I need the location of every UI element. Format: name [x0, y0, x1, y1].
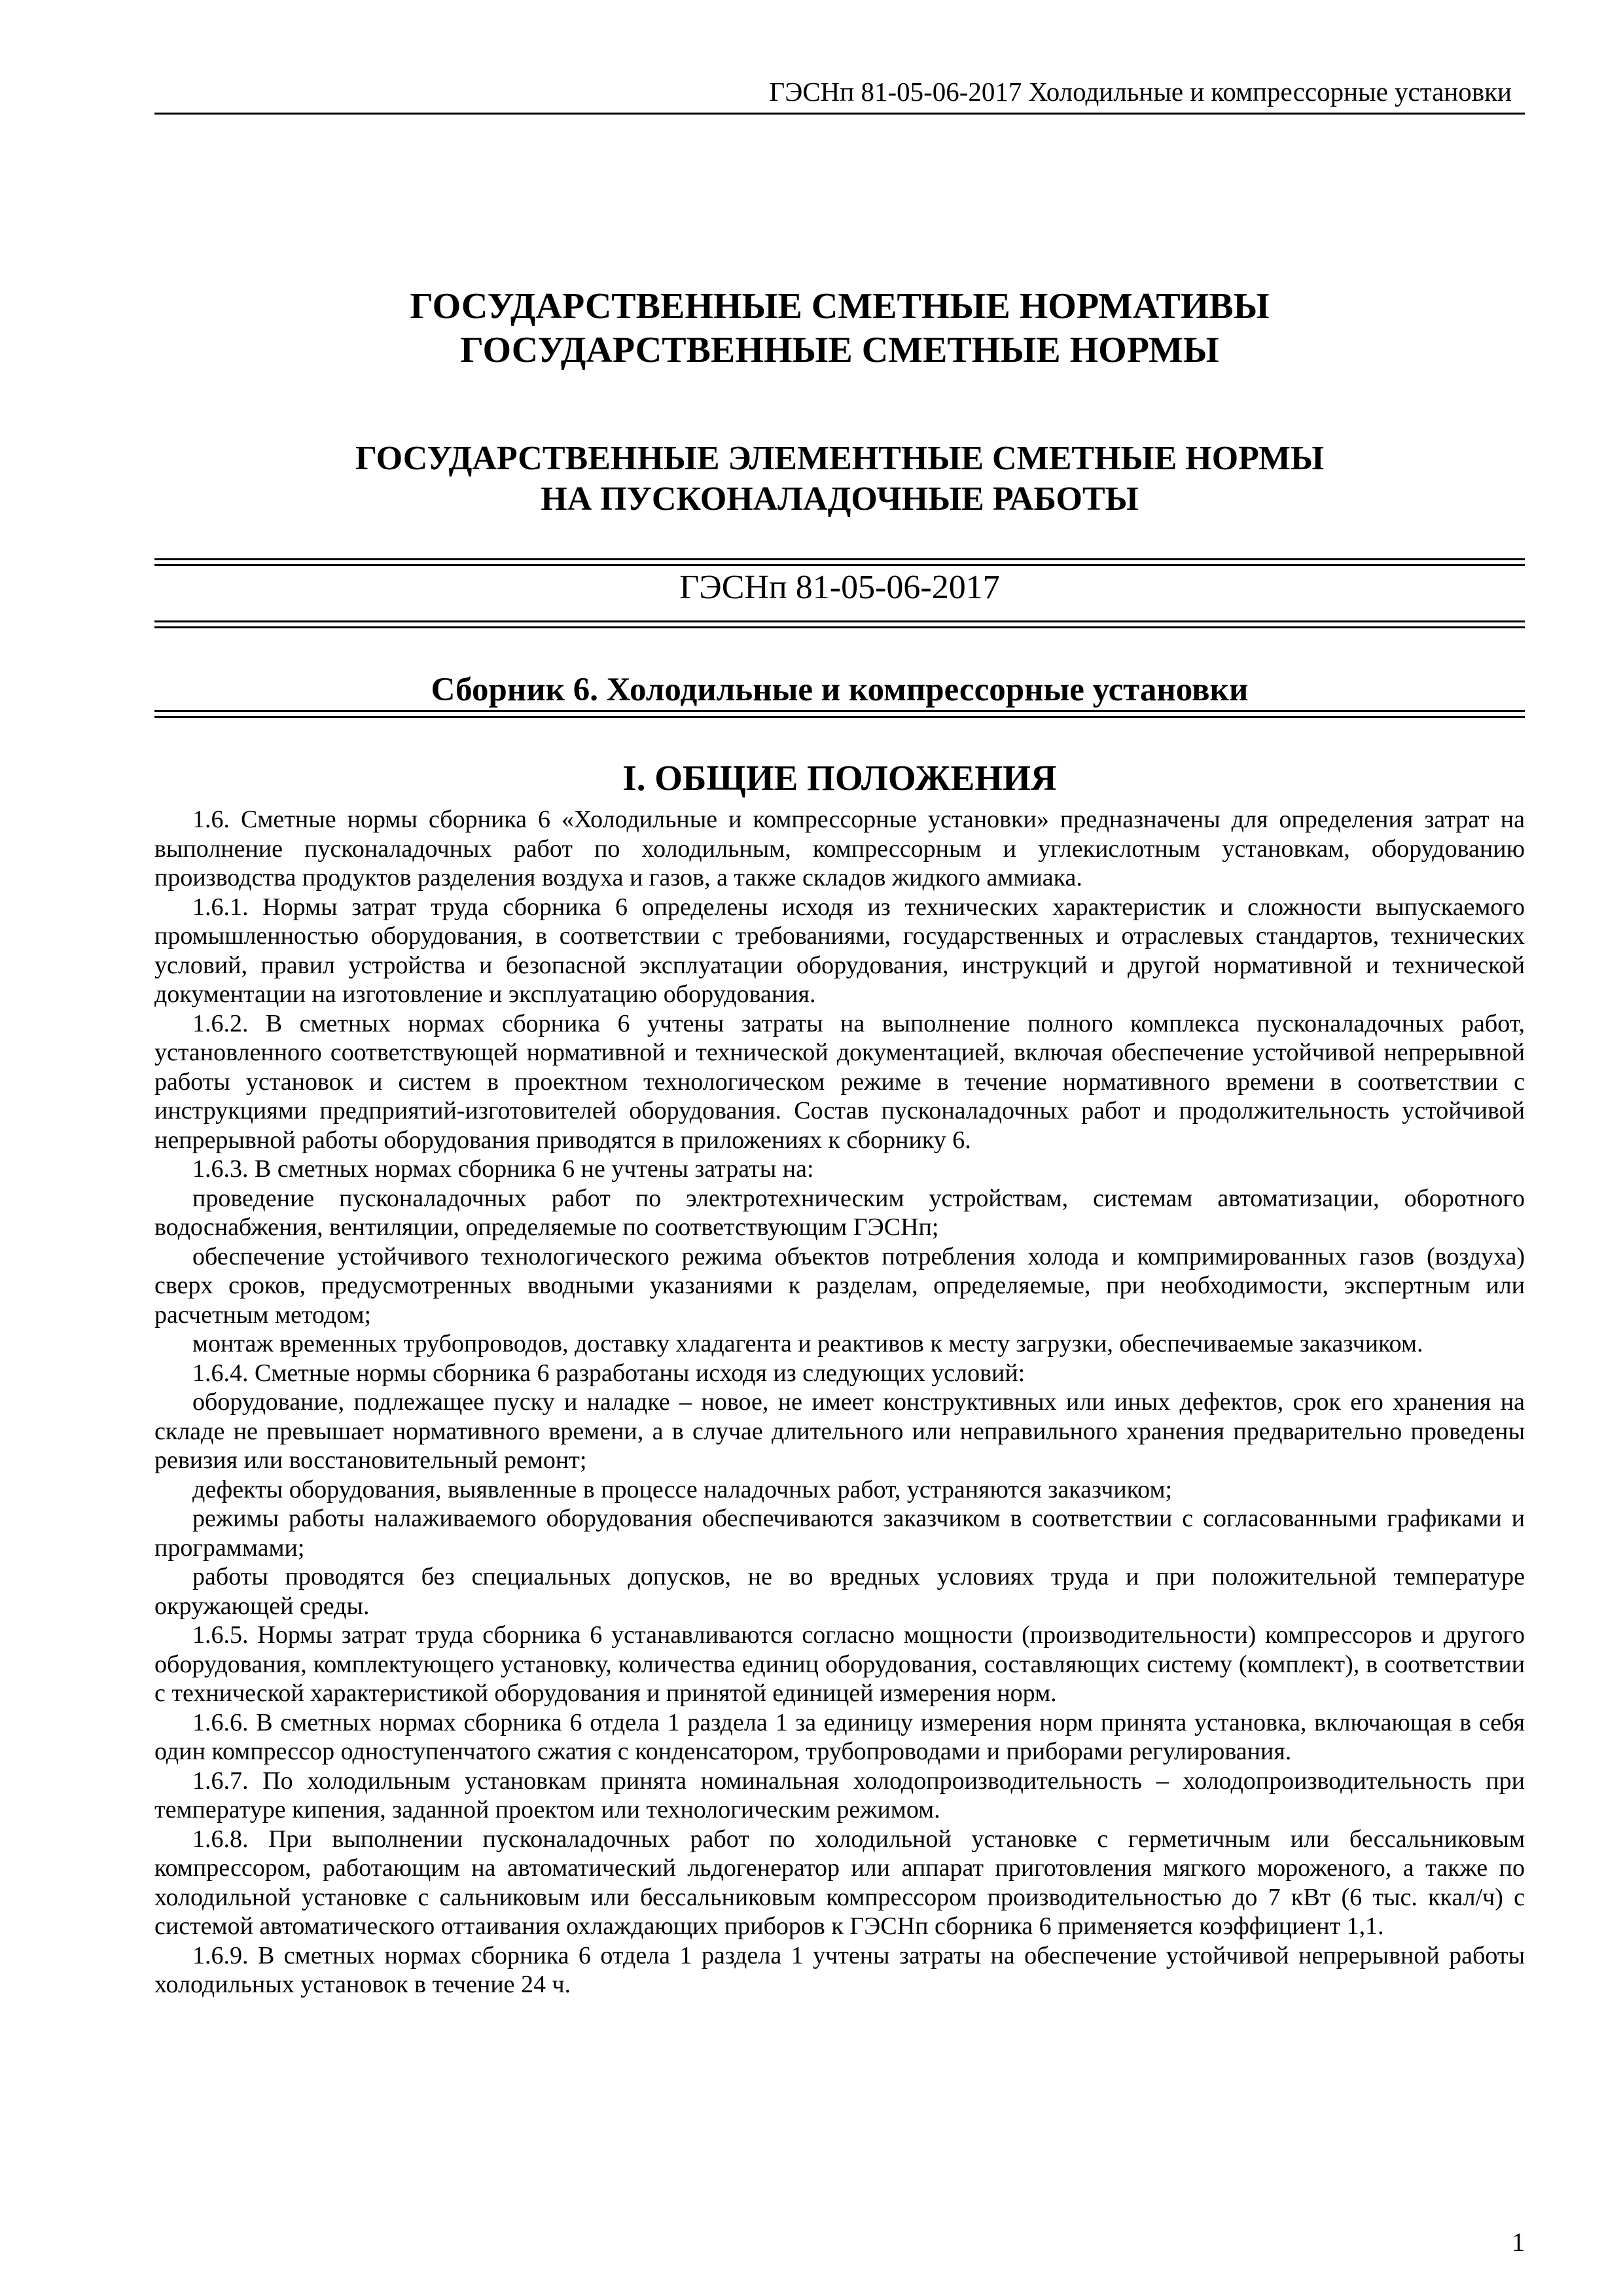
bottom-double-rule — [154, 710, 1525, 718]
paragraph: 1.6.8. При выполнении пусконаладочных работ по холодильной установке с герметичным или бессальниковым компрессором, работающим на автоматический льдогенератор или аппарат приготовления мягкого мороженого, а также по холодильной установке с сальниковым или бессальниковым компрессором производительностью до 7 кВт (6 тыс. ккал/ч) с системой автоматического оттаивания охлаждающих приборов к ГЭСНп сборника 6 применяется коэффициент 1,1. — [154, 1825, 1525, 1940]
paragraph: монтаж временных трубопроводов, доставку хладагента и реактивов к месту загрузки, обеспечиваемые заказчиком. — [192, 1330, 1423, 1357]
paragraph: 1.6.2. В сметных нормах сборника 6 учтены затраты на выполнение полного комплекса пусконаладочных работ, установленного соответствующей нормативной и технической документацией, включая обеспечение устойчивой непрерывной работы установок и систем в проектном технологическом режиме в течение нормативного времени в соответствии с инструкциями предприятий-изготовителей оборудования. Состав пусконаладочных работ и продолжительность устойчивой непрерывной работы оборудования приводятся в приложениях к сборнику 6. — [154, 1009, 1525, 1154]
paragraph: дефекты оборудования, выявленные в процессе наладочных работ, устраняются заказчиком; — [192, 1475, 1173, 1503]
document-code: ГЭСНп 81-05-06-2017 — [679, 569, 1000, 606]
page-number: 1 — [1512, 2227, 1525, 2257]
running-header-title: ГЭСНп 81-05-06-2017 Холодильные и компрессорные установки — [769, 77, 1512, 107]
section-title: I. ОБЩИЕ ПОЛОЖЕНИЯ — [622, 758, 1057, 798]
paragraph: режимы работы налаживаемого оборудования обеспечиваются заказчиком в соответствии с согласованными графиками и программами; — [154, 1505, 1525, 1562]
subtitle-line-1: ГОСУДАРСТВЕННЫЕ ЭЛЕМЕНТНЫЕ СМЕТНЫЕ НОРМЫ — [355, 440, 1325, 477]
paragraph: обеспечение устойчивого технологического режима объектов потребления холода и компримированных газов (воздуха) сверх сроков, предусмотренных вводными указаниями к разделам, определяемые, при необходимости, экспертным или расчетным методом; — [154, 1242, 1525, 1329]
main-title-line-1: ГОСУДАРСТВЕННЫЕ СМЕТНЫЕ НОРМАТИВЫ — [410, 286, 1270, 327]
paragraph: 1.6.5. Нормы затрат труда сборника 6 устанавливаются согласно мощности (производительности) компрессоров и другого оборудования, комплектующего установку, количества единиц оборудования, составляющих систему (комплект), в соответствии с технической характеристикой оборудования и принятой единицей измерения норм. — [154, 1621, 1525, 1707]
paragraph: 1.6.9. В сметных нормах сборника 6 отдела 1 раздела 1 учтены затраты на обеспечение устойчивой непрерывной работы холодильных установок в течение 24 ч. — [154, 1941, 1525, 1998]
double-rule-line — [154, 620, 1525, 628]
paragraph: работы проводятся без специальных допусков, не во вредных условиях труда и при положительной температуре окружающей среды. — [154, 1563, 1525, 1620]
subtitle — [154, 439, 1525, 520]
double-rule-line — [154, 710, 1525, 718]
paragraph: проведение пусконаладочных работ по электротехническим устройствам, системам автоматизации, оборотного водоснабжения, вентиляции, определяемые по соответствующим ГЭСНп; — [154, 1184, 1525, 1241]
top-double-rule — [154, 558, 1525, 566]
body-text — [154, 805, 1525, 2000]
main-title-line-2: ГОСУДАРСТВЕННЫЕ СМЕТНЫЕ НОРМЫ — [460, 330, 1219, 371]
middle-double-rule — [154, 620, 1525, 628]
paragraph: 1.6.6. В сметных нормах сборника 6 отдела 1 раздела 1 за единицу измерения норм принята установка, включающая в себя один компрессор одноступенчатого сжатия с конденсатором, трубопроводами и приборами регулирования. — [154, 1708, 1525, 1765]
paragraph: 1.6. Сметные нормы сборника 6 «Холодильные и компрессорные установки» предназначены для определения затрат на выполнение пусконаладочных работ по холодильным, компрессорным и углекислотным установкам, оборудованию производства продуктов разделения воздуха и газов, а также складов жидкого аммиака. — [154, 806, 1525, 891]
double-rule-line — [154, 558, 1525, 566]
paragraph: 1.6.7. По холодильным установкам принята номинальная холодопроизводительность – холодопроизводительность при температуре кипения, заданной проектом или технологическим режимом. — [154, 1767, 1525, 1823]
running-header — [154, 73, 1525, 115]
main-title — [154, 285, 1525, 372]
collection-title: Сборник 6. Холодильные и компрессорные установки — [431, 672, 1249, 708]
paragraph: 1.6.3. В сметных нормах сборника 6 не учтены затраты на: — [192, 1155, 814, 1183]
subtitle-line-2: НА ПУСКОНАЛАДОЧНЫЕ РАБОТЫ — [541, 480, 1139, 518]
paragraph: оборудование, подлежащее пуску и наладке – новое, не имеет конструктивных или иных дефектов, срок его хранения на складе не превышает нормативного времени, а в случае длительного или неправильного хранения предварительно проведены ревизия или восстановительный ремонт; — [154, 1388, 1525, 1474]
paragraph: 1.6.1. Нормы затрат труда сборника 6 определены исходя из технических характеристик и сложности выпускаемого промышленностью оборудования, в соответствии с требованиями, государственных и отраслевых стандартов, технических условий, правил устройства и безопасной эксплуатации оборудования, инструкций и другой нормативной и технической документации на изготовление и эксплуатацию оборудования. — [154, 893, 1525, 1008]
paragraph: 1.6.4. Сметные нормы сборника 6 разработаны исходя из следующих условий: — [192, 1359, 1026, 1387]
